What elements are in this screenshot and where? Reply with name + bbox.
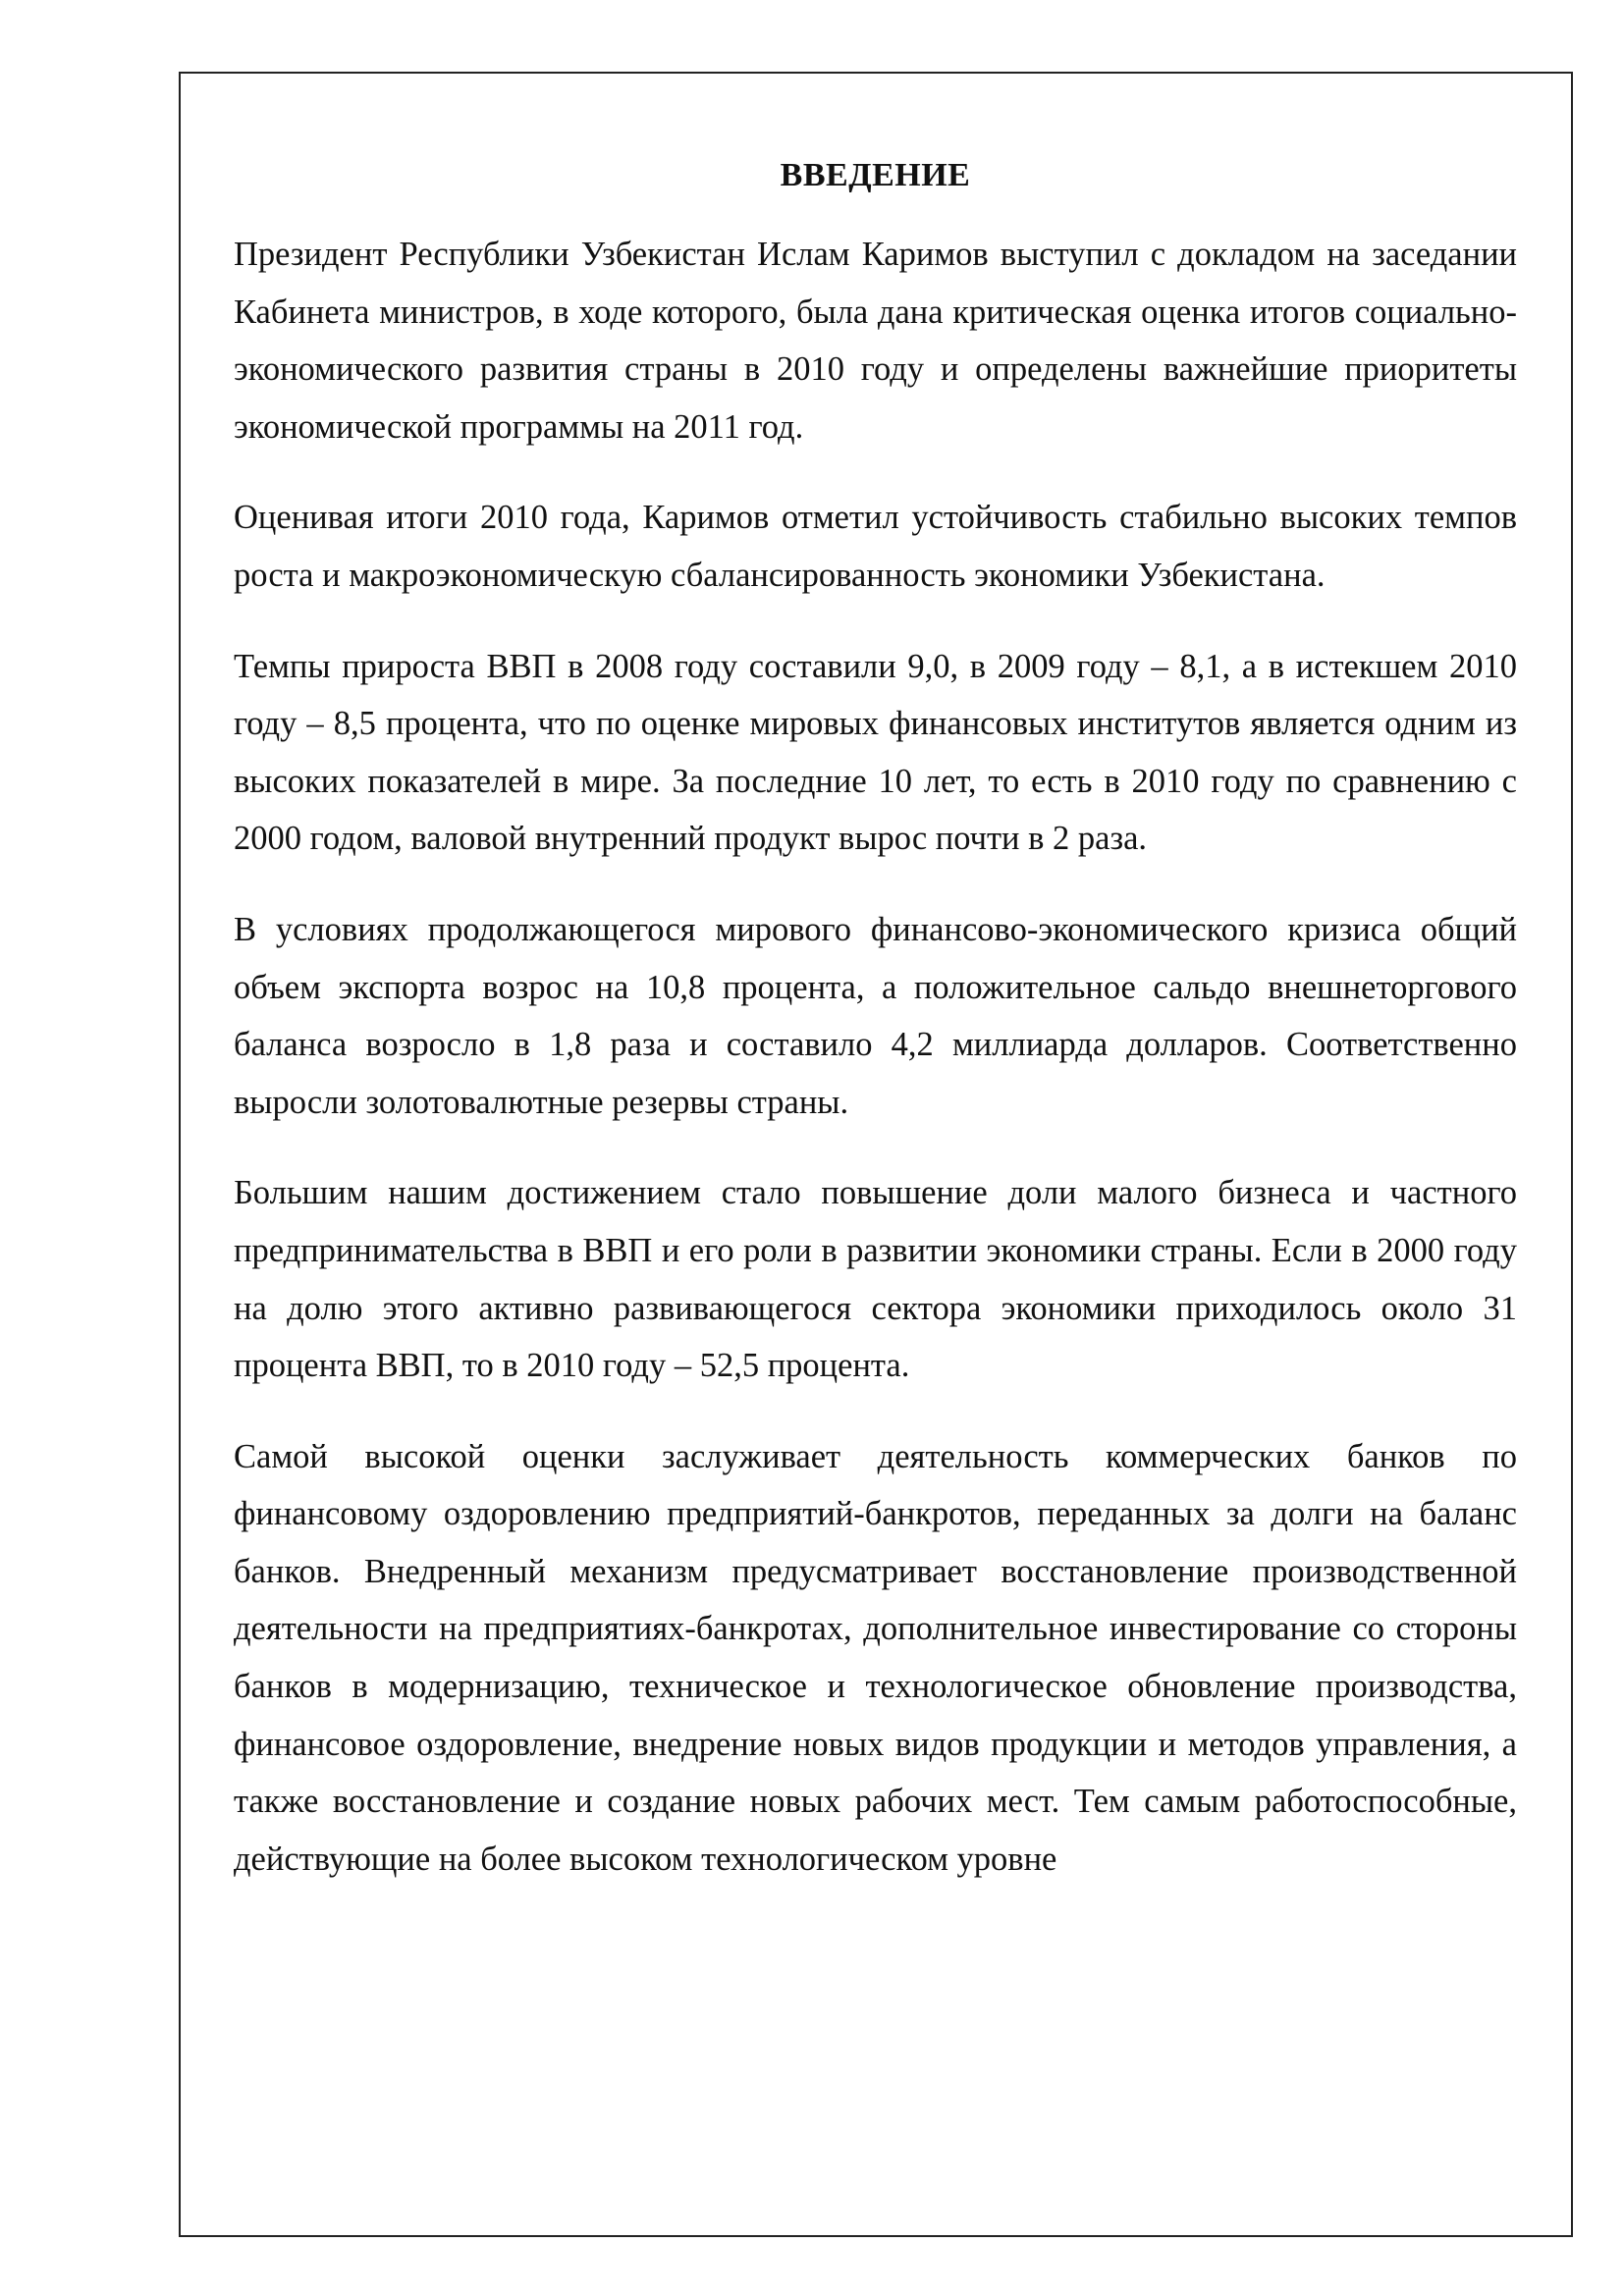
paragraph: Большим нашим достижением стало повышение доли малого бизнеса и частного предпринимательства в ВВП и его роли в развитии экономики страны. Если в 2000 году на долю этого активно развивающегося сектора экономики приходилось около 31 процента ВВП, то в 2010 году – 52,5 процента.	[234, 1174, 1517, 1385]
paragraph: Оценивая итоги 2010 года, Каримов отметил устойчивость стабильно высоких темпов роста и макроэкономическую сбалансированность экономики Узбекистана.	[234, 499, 1517, 594]
document-title: ВВЕДЕНИЕ	[780, 157, 971, 193]
document-body	[234, 147, 1517, 1921]
paragraph: Самой высокой оценки заслуживает деятельность коммерческих банков по финансовому оздоровлению предприятий-банкротов, переданных за долги на баланс банков. Внедренный механизм предусматривает восстановление производственной деятельности на предприятиях-банкротах, дополнительное инвестирование со стороны банков в модернизацию, техническое и технологическое обновление производства, финансовое оздоровление, внедрение новых видов продукции и методов управления, а также восстановление и создание новых рабочих мест. Тем самым работоспособные, действующие на более высоком технологическом уровне	[234, 1437, 1517, 1878]
paragraph: Темпы прироста ВВП в 2008 году составили 9,0, в 2009 году – 8,1, а в истекшем 2010 году – 8,5 процента, что по оценке мировых финансовых институтов является одним из высоких показателей в мире. За последние 10 лет, то есть в 2010 году по сравнению с 2000 годом, валовой внутренний продукт вырос почти в 2 раза.	[234, 647, 1517, 858]
paragraph: В условиях продолжающегося мирового финансово-экономического кризиса общий объем экспорта возрос на 10,8 процента, а положительное сальдо внешнеторгового баланса возросло в 1,8 раза и составило 4,2 миллиарда долларов. Соответственно выросли золотовалютные резервы страны.	[234, 910, 1517, 1121]
paragraph: Президент Республики Узбекистан Ислам Каримов выступил с докладом на заседании Кабинета министров, в ходе которого, была дана критическая оценка итогов социально-экономического развития страны в 2010 году и определены важнейшие приоритеты экономической программы на 2011 год.	[234, 236, 1517, 446]
